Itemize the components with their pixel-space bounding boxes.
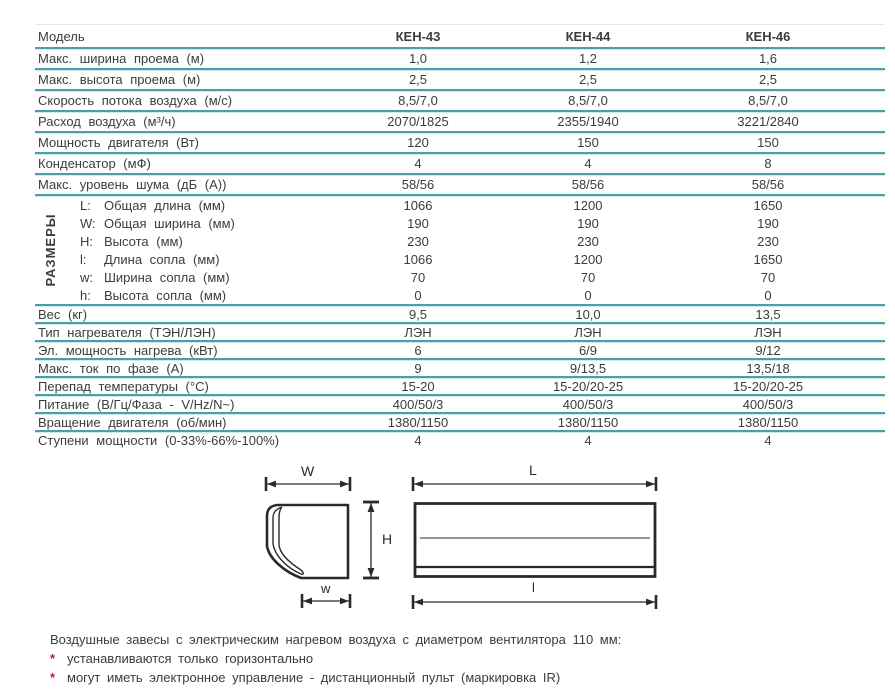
spec-value: 4 xyxy=(414,432,422,448)
dimensions-group-label: РАЗМЕРЫ xyxy=(43,213,58,287)
spec-value: 4 xyxy=(584,156,592,171)
spec-value: 1200 xyxy=(573,197,603,213)
model-column-label: Модель xyxy=(38,28,85,44)
spec-value: 9/13,5 xyxy=(569,360,607,376)
spec-value: 400/50/3 xyxy=(392,396,444,412)
spec-value: 1,6 xyxy=(758,51,778,66)
spec-row-label: Макс. ширина проема (м) xyxy=(38,51,205,66)
spec-row xyxy=(77,214,885,232)
spec-row-label: Перепад температуры (°С) xyxy=(38,378,209,394)
spec-row-label: Вращение двигателя (об/мин) xyxy=(38,414,227,430)
asterisk-bullet: * xyxy=(50,670,56,685)
spec-value: 400/50/3 xyxy=(742,396,794,412)
spec-row xyxy=(35,173,885,194)
spec-value: 8,5/7,0 xyxy=(568,93,608,108)
spec-row xyxy=(35,152,885,173)
spec-row xyxy=(35,68,885,89)
table-header-row xyxy=(35,25,885,47)
footnote-text: могут иметь электронное управление - дистанционный пульт (маркировка IR) xyxy=(67,670,561,685)
spec-value: 120 xyxy=(407,135,429,150)
spec-value: 1200 xyxy=(573,251,603,267)
spec-value: 4 xyxy=(414,156,422,171)
width-dimension-label: W xyxy=(301,463,315,479)
dimension-key: W: xyxy=(80,215,96,231)
dimension-key: H: xyxy=(80,233,93,249)
spec-row-label: Расход воздуха (м³/ч) xyxy=(38,114,176,129)
spec-row xyxy=(77,232,885,250)
spec-value: 70 xyxy=(760,269,776,285)
model-name: КЕН-46 xyxy=(745,28,791,44)
spec-value: 15-20/20-25 xyxy=(552,378,624,394)
spec-value: 190 xyxy=(757,215,779,231)
front-view-drawing xyxy=(415,504,655,577)
spec-value: 8 xyxy=(764,156,772,171)
spec-value: 8,5/7,0 xyxy=(398,93,438,108)
asterisk-bullet: * xyxy=(50,651,56,666)
spec-value: 13,5 xyxy=(755,306,781,322)
model-name: КЕН-44 xyxy=(565,28,611,44)
footnote-text: устанавливаются только горизонтально xyxy=(67,651,314,666)
spec-value: 58/56 xyxy=(401,177,435,192)
spec-row-label: Вес (кг) xyxy=(38,306,88,322)
height-dimension-label: H xyxy=(382,531,393,547)
dimension-key: L: xyxy=(80,197,91,213)
length-dimension-arrow xyxy=(413,477,656,491)
spec-row-label: Мощность двигателя (Вт) xyxy=(38,135,199,150)
spec-value: ЛЭН xyxy=(404,324,432,340)
spec-row xyxy=(35,394,885,412)
spec-row-label: Тип нагревателя (ТЭН/ЛЭН) xyxy=(38,324,216,340)
spec-value: 150 xyxy=(577,135,599,150)
spec-row xyxy=(35,430,885,448)
spec-row xyxy=(35,376,885,394)
spec-row xyxy=(35,340,885,358)
spec-value: 230 xyxy=(407,233,429,249)
footnote-intro: Воздушные завесы с электрическим нагревом воздуха с диаметром вентилятора 110 мм: xyxy=(50,632,622,647)
spec-row xyxy=(35,322,885,340)
spec-value: 4 xyxy=(764,432,772,448)
nozzle-width-dimension-label: w xyxy=(321,581,331,596)
profile-view-drawing xyxy=(267,505,348,578)
spec-rows-bottom xyxy=(35,304,885,448)
spec-value: 400/50/3 xyxy=(562,396,614,412)
spec-row xyxy=(35,110,885,131)
spec-row-label: Макс. ток по фазе (А) xyxy=(38,360,184,376)
spec-row-label: h: Высота сопла (мм) xyxy=(80,287,227,303)
spec-row-label: Скорость потока воздуха (м/с) xyxy=(38,93,233,108)
spec-value: ЛЭН xyxy=(574,324,602,340)
spec-row-label: Эл. мощность нагрева (кВт) xyxy=(38,342,218,358)
spec-value: 1380/1150 xyxy=(387,414,449,430)
spec-value: 2070/1825 xyxy=(387,114,449,129)
spec-row xyxy=(77,196,885,214)
spec-value: 2,5 xyxy=(758,72,778,87)
spec-row xyxy=(35,304,885,322)
nozzle-length-dimension-label: l xyxy=(532,580,535,595)
dimension-key: w: xyxy=(80,269,93,285)
spec-value: 3221/2840 xyxy=(737,114,799,129)
spec-value: 1066 xyxy=(403,197,433,213)
spec-value: 1,0 xyxy=(408,51,428,66)
dimensions-group xyxy=(35,194,885,304)
spec-row-label: Макс. уровень шума (дБ (А)) xyxy=(38,177,227,192)
height-dimension-arrow xyxy=(363,502,379,578)
spec-value: 1650 xyxy=(753,251,783,267)
spec-value: 70 xyxy=(580,269,596,285)
spec-value: 190 xyxy=(407,215,429,231)
dimension-drawing xyxy=(245,458,675,623)
spec-row-label: Ступени мощности (0-33%-66%-100%) xyxy=(38,432,280,448)
dimension-key: h: xyxy=(80,287,91,303)
spec-value: 1650 xyxy=(753,197,783,213)
spec-row-label: H: Высота (мм) xyxy=(80,233,183,249)
spec-value: 70 xyxy=(410,269,426,285)
spec-value: 9/12 xyxy=(755,342,781,358)
spec-row xyxy=(35,131,885,152)
footnote-item xyxy=(50,668,621,687)
spec-value: 6/9 xyxy=(578,342,598,358)
spec-row-label: L: Общая длина (мм) xyxy=(80,197,226,213)
spec-value: 8,5/7,0 xyxy=(748,93,788,108)
dimension-diagram xyxy=(0,455,895,630)
spec-rows-top xyxy=(35,47,885,194)
spec-value: 1,2 xyxy=(578,51,598,66)
spec-row-label: Макс. высота проема (м) xyxy=(38,72,201,87)
spec-value: 2,5 xyxy=(408,72,428,87)
spec-value: 150 xyxy=(757,135,779,150)
spec-value: 1066 xyxy=(403,251,433,267)
spec-row xyxy=(35,358,885,376)
spec-row xyxy=(35,47,885,68)
spec-row xyxy=(35,89,885,110)
spec-row-label: l: Длина сопла (мм) xyxy=(80,251,220,267)
spec-row xyxy=(77,286,885,304)
spec-value: 10,0 xyxy=(575,306,601,322)
footnote-item xyxy=(50,649,621,668)
model-name: КЕН-43 xyxy=(395,28,441,44)
width-dimension-arrow xyxy=(266,477,350,491)
spec-value: 0 xyxy=(414,287,422,303)
spec-value: 9,5 xyxy=(408,306,428,322)
spec-row-label: Питание (В/Гц/Фаза - V/Hz/N~) xyxy=(38,396,235,412)
spec-row-label: W: Общая ширина (мм) xyxy=(80,215,235,231)
spec-value: 6 xyxy=(414,342,422,358)
spec-row xyxy=(77,268,885,286)
nozzle-width-dimension-arrow xyxy=(302,594,350,608)
footnotes xyxy=(50,630,621,687)
spec-value: 2355/1940 xyxy=(557,114,619,129)
spec-value: 13,5/18 xyxy=(746,360,790,376)
spec-value: 2,5 xyxy=(578,72,598,87)
spec-value: 58/56 xyxy=(571,177,605,192)
spec-value: 4 xyxy=(584,432,592,448)
dimensions-side xyxy=(35,196,77,304)
dimension-key: l: xyxy=(80,251,87,267)
spec-row xyxy=(77,250,885,268)
spec-value: ЛЭН xyxy=(754,324,782,340)
spec-value: 0 xyxy=(764,287,772,303)
spec-value: 190 xyxy=(577,215,599,231)
spec-row-label: Конденсатор (мФ) xyxy=(38,156,151,171)
spec-rows-dimensions xyxy=(77,196,885,304)
nozzle-length-dimension-arrow xyxy=(413,595,656,609)
spec-value: 230 xyxy=(757,233,779,249)
spec-value: 1380/1150 xyxy=(557,414,619,430)
spec-value: 230 xyxy=(577,233,599,249)
length-dimension-label: L xyxy=(529,462,537,478)
spec-value: 58/56 xyxy=(751,177,785,192)
spec-table xyxy=(35,24,885,448)
spec-value: 15-20/20-25 xyxy=(732,378,804,394)
spec-value: 0 xyxy=(584,287,592,303)
spec-value: 9 xyxy=(414,360,422,376)
spec-row-label: w: Ширина сопла (мм) xyxy=(80,269,230,285)
spec-value: 1380/1150 xyxy=(737,414,799,430)
spec-value: 15-20 xyxy=(401,378,435,394)
spec-row xyxy=(35,412,885,430)
